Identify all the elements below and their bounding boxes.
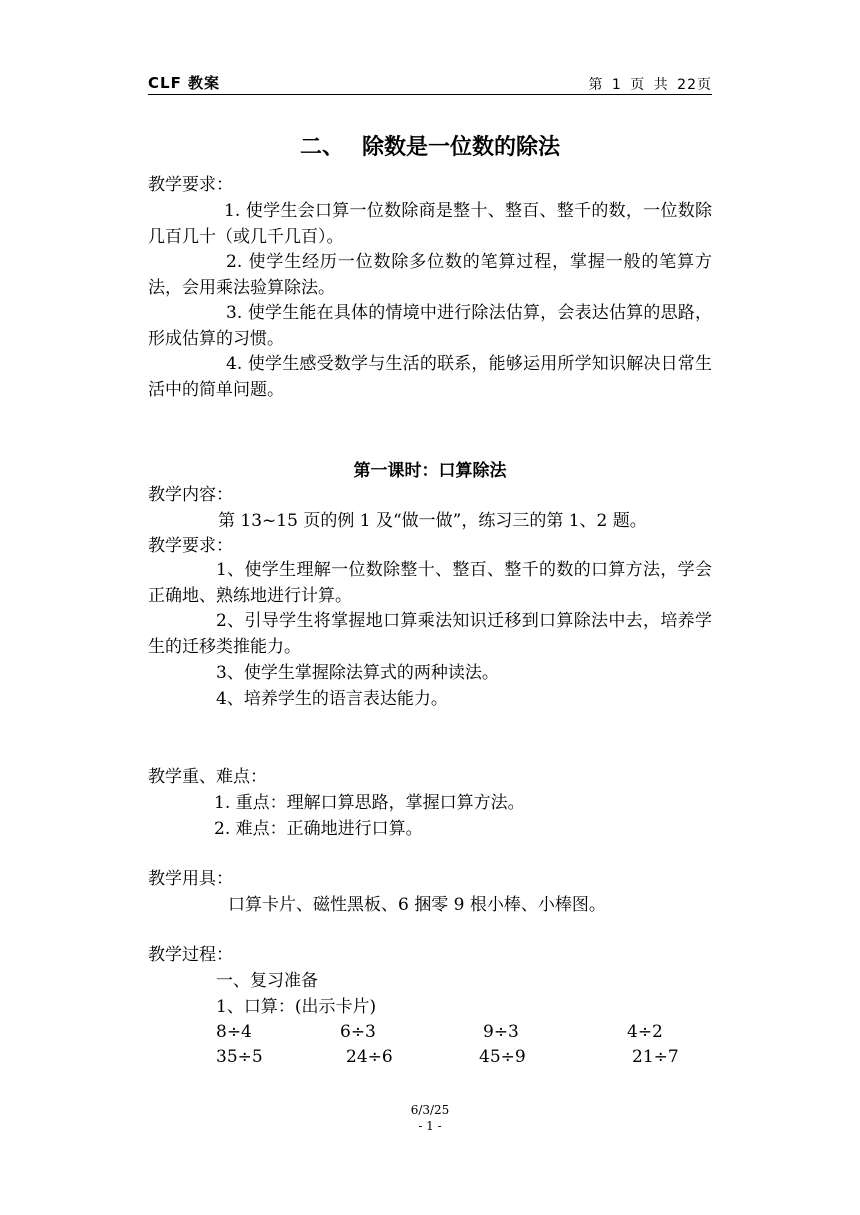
process-step: 一、复习准备 xyxy=(216,971,318,991)
lesson-requirement-item: 3、使学生掌握除法算式的两种读法。 xyxy=(216,663,499,683)
header-divider xyxy=(148,94,712,95)
lesson-requirements-label: 教学要求： xyxy=(148,536,233,556)
requirement-item: 4. 使学生感受数学与生活的联系，能够运用所学知识解决日常生活中的简单问题。 xyxy=(148,354,712,400)
lesson-requirement-item: 1、使学生理解一位数除整十、整百、整千的数的口算方法，学会正确地、熟练地进行计算。 xyxy=(148,560,712,606)
requirement-item: 2. 使学生经历一位数除多位数的笔算过程，掌握一般的笔算方法，会用乘法验算除法。 xyxy=(148,252,712,298)
lesson-title: 第一课时：口算除法 xyxy=(353,461,507,481)
footer-page-number: - 1 - xyxy=(418,1119,442,1133)
process-label: 教学过程： xyxy=(148,945,233,965)
requirements-label: 教学要求： xyxy=(148,175,233,195)
calc-item: 4÷2 xyxy=(627,1022,663,1042)
footer-date: 6/3/25 xyxy=(410,1103,450,1117)
chapter-number: 二、 xyxy=(299,135,344,160)
requirement-item: 1. 使学生会口算一位数除商是整十、整百、整千的数，一位数除几百几十（或几千几百）。 xyxy=(148,201,712,247)
content-text: 第 13~15 页的例 1 及“做一做”，练习三的第 1、2 题。 xyxy=(218,511,647,531)
tools-text: 口算卡片、磁性黑板、6 捆零 9 根小棒、小棒图。 xyxy=(228,895,606,915)
calc-item: 6÷3 xyxy=(340,1022,376,1042)
calc-item: 21÷7 xyxy=(632,1047,679,1067)
tools-label: 教学用具： xyxy=(148,869,233,889)
calc-item: 8÷4 xyxy=(216,1022,252,1042)
lesson-requirement-item: 2、引导学生将掌握地口算乘法知识迁移到口算除法中去，培养学生的迁移类推能力。 xyxy=(148,611,712,657)
header-title: CLF 教案 xyxy=(148,74,221,92)
key-point-item: 1. 重点：理解口算思路，掌握口算方法。 xyxy=(214,793,525,813)
chapter-title xyxy=(0,130,860,161)
key-point-item: 2. 难点：正确地进行口算。 xyxy=(214,819,423,839)
key-points-label: 教学重、难点： xyxy=(148,767,267,787)
calc-item: 24÷6 xyxy=(346,1047,393,1067)
calc-item: 45÷9 xyxy=(479,1047,526,1067)
calc-item: 9÷3 xyxy=(483,1022,519,1042)
process-substep: 1、口算：(出示卡片) xyxy=(216,997,377,1017)
requirement-item: 3. 使学生能在具体的情境中进行除法估算，会表达估算的思路，形成估算的习惯。 xyxy=(148,303,712,349)
lesson-requirement-item: 4、培养学生的语言表达能力。 xyxy=(216,689,448,709)
content-label: 教学内容： xyxy=(148,485,233,505)
calc-item: 35÷5 xyxy=(216,1047,263,1067)
header-page-info: 第 1 页 共 22页 xyxy=(588,77,712,93)
chapter-title-text: 除数是一位数的除法 xyxy=(362,135,561,160)
